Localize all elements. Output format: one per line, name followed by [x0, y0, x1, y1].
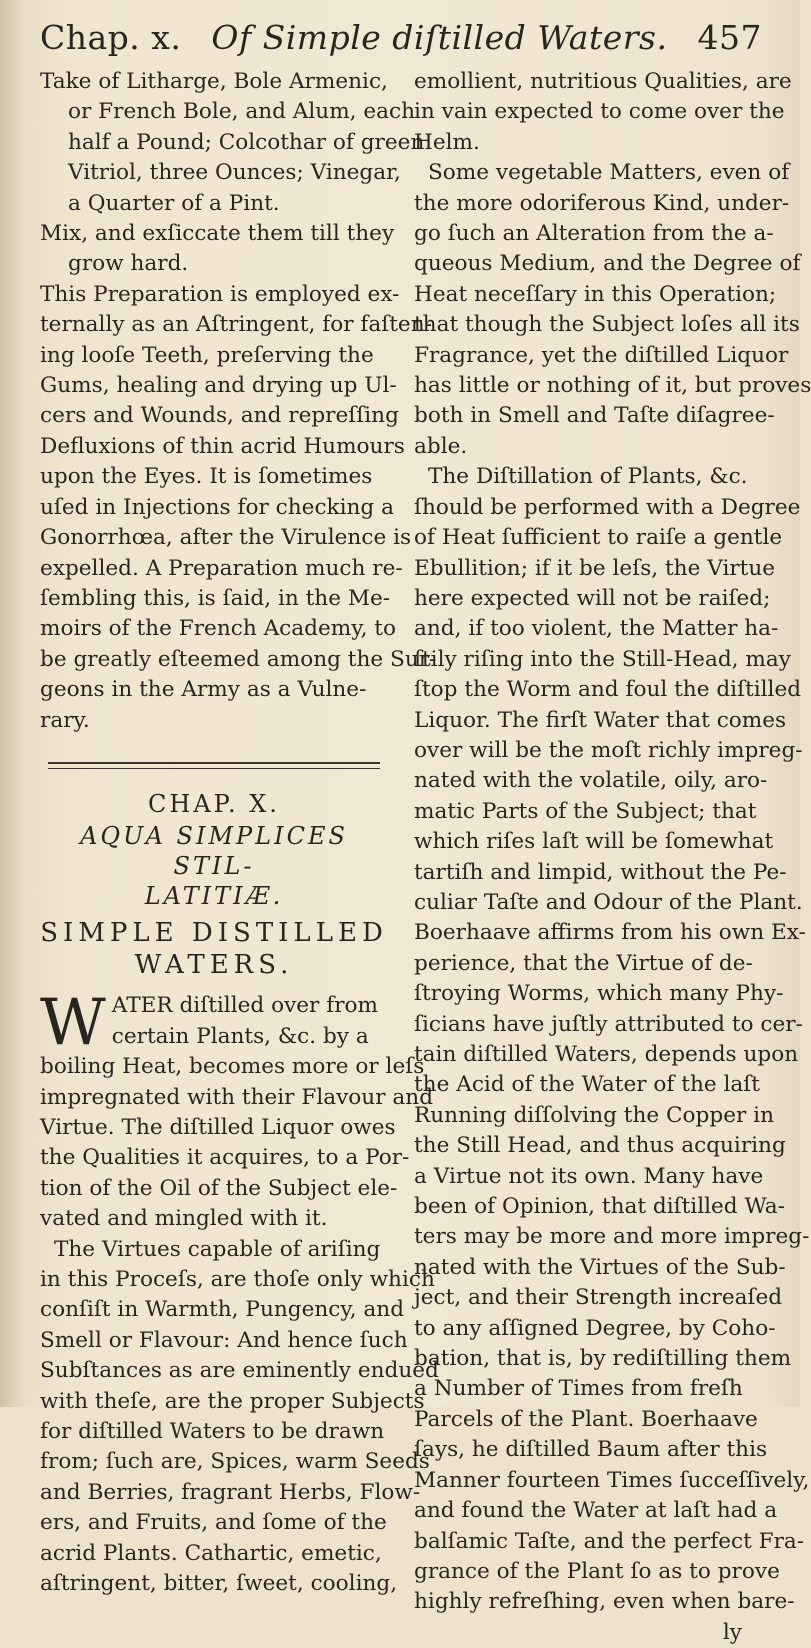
distillation-paragraph — [414, 462, 810, 1617]
text-line: queous Medium, and the Degree of — [414, 251, 801, 277]
text-line: been of Opinion, that diſtilled Wa- — [414, 1194, 785, 1220]
text-line: ers, and Fruits, and ſome of the — [40, 1510, 387, 1536]
text-line: the Still Head, and thus acquiring — [414, 1133, 786, 1159]
section-divider — [48, 762, 380, 769]
text-line: impregnated with their Flavour and — [40, 1084, 434, 1110]
text-line: Vitriol, three Ounces; Vinegar, — [68, 160, 401, 186]
text-line: ſtroying Worms, which many Phy- — [414, 981, 784, 1007]
text-line: half a Pound; Colcothar of green — [68, 129, 425, 155]
text-line: Ebullition; if it be leſs, the Virtue — [414, 555, 776, 581]
chapter-heading: CHAP. X. — [148, 789, 280, 818]
text-line: grow hard. — [68, 251, 189, 277]
text-line: tain diſtilled Waters, depends upon — [414, 1042, 799, 1067]
left-column — [40, 67, 439, 1648]
text-line: aſtringent, bitter, ſweet, cooling, — [40, 1571, 398, 1597]
text-line: the Acid of the Water of the laſt — [414, 1072, 760, 1098]
latin-title-line: LATITIÆ. — [144, 882, 284, 911]
text-line: geons in the Army as a Vulne- — [40, 677, 367, 703]
text-line: boiling Heat, becomes more or leſs — [40, 1054, 425, 1080]
text-line: Liquor. The firſt Water that comes — [414, 707, 787, 733]
text-line: ing looſe Teeth, preſerving the — [40, 342, 374, 368]
text-line: ſembling this, is ſaid, in the Me- — [40, 585, 391, 611]
text-line: Gonorrhœa, after the Virulence is — [40, 525, 412, 551]
text-line: emollient, nutritious Qualities, are — [414, 69, 792, 94]
text-line: that though the Subject loſes all its — [414, 312, 800, 338]
text-line: both in Smell and Taſte diſagree- — [414, 403, 775, 429]
text-line: Fragrance, yet the diſtilled Liquor — [414, 342, 789, 368]
text-line: go ſuch an Alteration from the a- — [414, 221, 774, 247]
text-line: a Number of Times from freſh — [414, 1376, 743, 1402]
text-line: in vain expected to come over the — [414, 99, 785, 125]
virtues-paragraph — [40, 1235, 439, 1600]
paragraph-lines — [40, 1052, 434, 1234]
text-line: a Quarter of a Pint. — [68, 190, 280, 216]
text-line: cers and Wounds, and repreſſing — [40, 403, 399, 429]
text-line: tion of the Oil of the Subject ele- — [40, 1175, 398, 1201]
running-title: Of Simple diſtilled Waters. — [211, 18, 668, 57]
text-line: or French Bole, and Alum, each — [68, 99, 416, 125]
text-line: able. — [414, 433, 468, 459]
recipe-paragraph — [40, 67, 437, 736]
text-line: acrid Plants. Cathartic, emetic, — [40, 1540, 382, 1566]
text-line: moirs of the French Academy, to — [40, 616, 396, 642]
text-line: a Virtue not its own. Many have — [414, 1163, 764, 1189]
text-line: expelled. A Preparation much re- — [40, 555, 403, 581]
catchword: ly — [722, 1619, 742, 1645]
text-line: with theſe, are the proper Subjects — [40, 1388, 425, 1414]
text-line: balſamic Taſte, and the perfect Fra- — [414, 1528, 805, 1554]
text-line: culiar Taſte and Odour of the Plant. — [414, 889, 803, 915]
text-line: Mix, and exſiccate them till they — [40, 221, 395, 247]
english-title-line: SIMPLE DISTILLED — [40, 918, 388, 949]
drop-capital: W — [40, 986, 106, 1061]
text-line: Virtue. The diſtilled Liquor owes — [40, 1114, 396, 1140]
text-line: ternally as an Aſtringent, for faſten- — [40, 312, 432, 338]
text-line: Some vegetable Matters, even of — [428, 160, 790, 186]
text-line: upon the Eyes. It is ſometimes — [40, 464, 373, 490]
text-line: the more odoriferous Kind, under- — [414, 190, 790, 216]
text-line: Manner fourteen Times ſucceſſively, — [414, 1467, 810, 1493]
text-line: rary. — [40, 707, 90, 733]
text-line: The Diſtillation of Plants, &c. — [428, 464, 748, 490]
chapter-label: Chap. x. — [40, 18, 182, 57]
english-title — [40, 917, 388, 981]
text-line: grance of the Plant ſo as to prove — [414, 1558, 780, 1584]
text-line: Smell or Flavour: And hence ſuch — [40, 1327, 408, 1353]
text-line: and, if too violent, the Matter ha- — [414, 616, 779, 642]
text-line: ATER diſtilled over from — [111, 993, 379, 1019]
text-line: ſicians have juſtly attributed to cer- — [414, 1011, 803, 1037]
text-line: Gums, healing and drying up Ul- — [40, 373, 397, 399]
text-line: highly refreſhing, even when bare- — [414, 1589, 795, 1615]
right-column — [414, 67, 811, 1648]
english-title-line: WATERS. — [134, 950, 294, 981]
page-number: 457 — [697, 18, 762, 57]
text-line: has little or nothing of it, but proves — [414, 373, 811, 399]
text-line: ters may be more and more impreg- — [414, 1224, 810, 1250]
text-line: perience, that the Virtue of de- — [414, 950, 753, 976]
vegetable-matters-paragraph — [414, 158, 811, 462]
text-line: Defluxions of thin acrid Humours — [40, 433, 405, 459]
latin-title — [40, 821, 388, 911]
text-line: nated with the volatile, oily, aro- — [414, 768, 768, 794]
latin-title-line: AQUA SIMPLICES STIL- — [80, 822, 348, 881]
text-line: and found the Water at laſt had a — [414, 1498, 778, 1524]
text-line: Heat neceſſary in this Operation; — [414, 281, 777, 307]
text-line: ſtop the Worm and foul the diſtilled — [414, 677, 802, 703]
text-line: in this Proceſs, are thoſe only which — [40, 1267, 435, 1292]
text-line: be greatly eſteemed among the Sur- — [40, 646, 437, 672]
text-columns — [40, 67, 811, 1648]
text-line: ſhould be performed with a Degree — [414, 494, 801, 520]
text-line: certain Plants, &c. by a — [111, 1023, 369, 1049]
text-line: which riſes laſt will be ſomewhat — [414, 829, 774, 855]
text-line: ſays, he diſtilled Baum after this — [414, 1437, 768, 1463]
text-line: tartiſh and limpid, without the Pe- — [414, 859, 787, 885]
text-line: ject, and their Strength increaſed — [414, 1285, 783, 1311]
text-line: Subſtances as are eminently endued — [40, 1358, 439, 1384]
text-line: over will be the moſt richly impreg- — [414, 737, 803, 763]
opening-paragraph — [40, 986, 434, 1234]
text-line: Helm. — [414, 129, 480, 155]
text-line: ſtily riſing into the Still-Head, may — [414, 646, 791, 672]
text-line: vated and mingled with it. — [40, 1206, 328, 1232]
text-line: here expected will not be raiſed; — [414, 585, 771, 611]
text-line: the Qualities it acquires, to a Por- — [40, 1145, 410, 1171]
text-line: and Berries, fragrant Herbs, Flow- — [40, 1479, 421, 1505]
text-line: bation, that is, by rediſtilling them — [414, 1346, 792, 1372]
text-line: conſiſt in Warmth, Pungency, and — [40, 1297, 405, 1323]
text-line: Boerhaave affirms from his own Ex- — [414, 920, 806, 946]
text-line: for diſtilled Waters to be drawn — [40, 1419, 385, 1445]
paragraph-continuation — [414, 67, 792, 158]
text-line: of Heat ſufficient to raiſe a gentle — [414, 525, 783, 551]
text-line: This Preparation is employed ex- — [40, 281, 400, 307]
text-line: Take of Litharge, Bole Armenic, — [40, 69, 388, 94]
text-line: from; ſuch are, Spices, warm Seeds — [40, 1449, 430, 1475]
text-line: uſed in Injections for checking a — [40, 494, 394, 520]
text-line: Parcels of the Plant. Boerhaave — [414, 1406, 758, 1432]
text-line: matic Parts of the Subject; that — [414, 798, 757, 824]
text-line: nated with the Virtues of the Sub- — [414, 1254, 786, 1280]
text-line: The Virtues capable of ariſing — [54, 1236, 381, 1262]
text-line: to any aſſigned Degree, by Coho- — [414, 1315, 776, 1341]
text-line: Running diſſolving the Copper in — [414, 1102, 774, 1128]
running-header — [40, 18, 762, 57]
